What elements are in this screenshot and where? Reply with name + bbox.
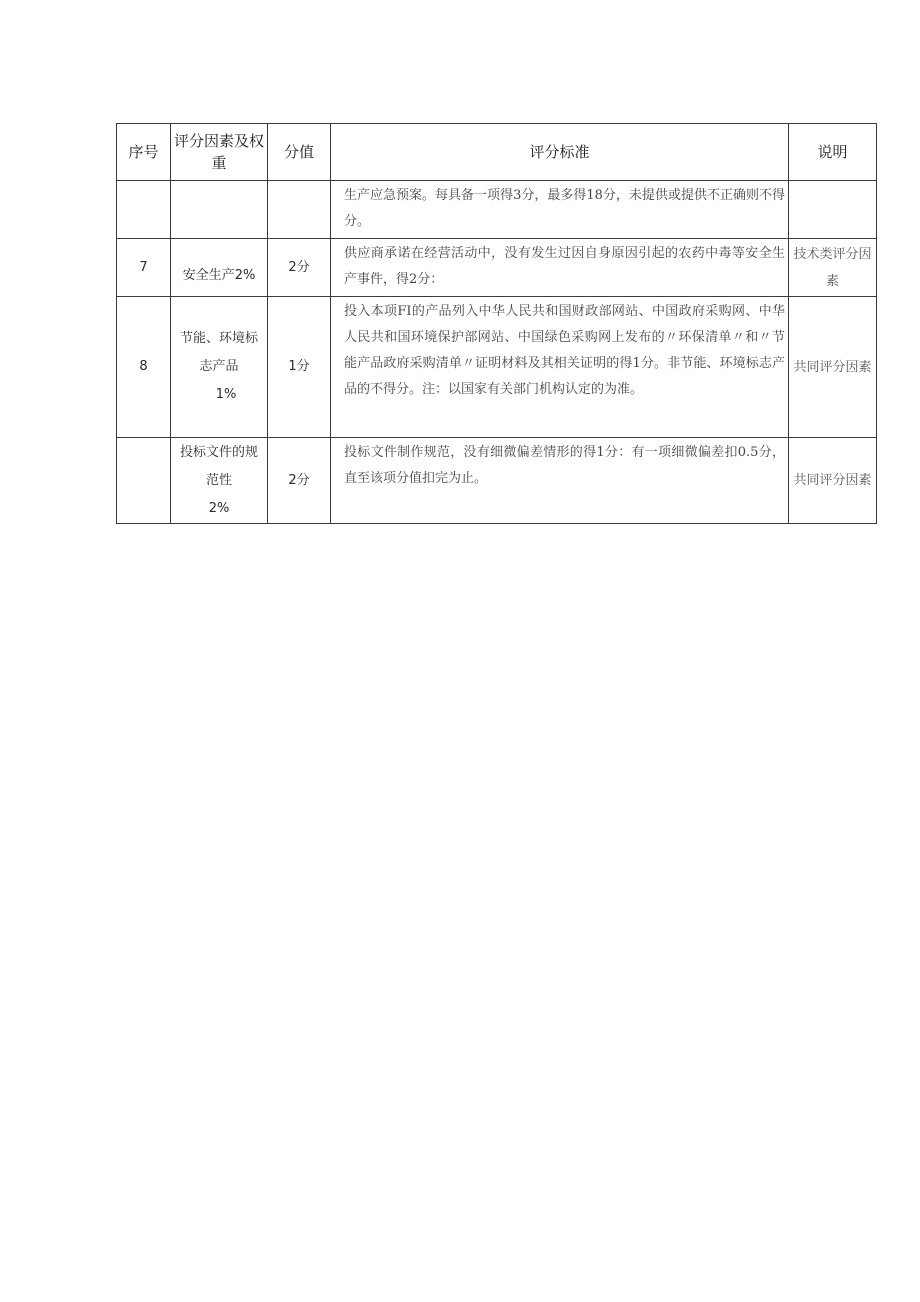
header-score: 分值 bbox=[268, 124, 331, 181]
row-description: 共同评分因素 bbox=[789, 438, 877, 524]
row-factor bbox=[171, 181, 268, 239]
row-criteria: 生产应急预案。每具备一项得3分，最多得18分，未提供或提供不正确则不得分。 bbox=[331, 181, 789, 239]
table-row bbox=[117, 438, 877, 524]
row-criteria: 投入本项FI的产品列入中华人民共和国财政部网站、中国政府采购网、中华人民共和国环境保护部网站、中国绿色采购网上发布的〃环保清单〃和〃节能产品政府采购清单〃证明材料及其相关证明的得1分。非节能、环境标志产品的不得分。注：以国家有关部门机构认定的为准。 bbox=[331, 297, 789, 438]
header-description: 说明 bbox=[789, 124, 877, 181]
row-factor-text: 安全生产2% bbox=[182, 267, 256, 283]
row-score: 2分 bbox=[268, 239, 331, 297]
row-factor-name: 投标文件的规范性 bbox=[179, 444, 258, 488]
row-factor bbox=[171, 297, 268, 438]
row-criteria: 供应商承诺在经营活动中，没有发生过因自身原因引起的农药中毒等安全生产事件，得2分： bbox=[331, 239, 789, 297]
row-description bbox=[789, 181, 877, 239]
row-factor-weight: 2% bbox=[208, 500, 230, 516]
header-number: 序号 bbox=[117, 124, 171, 181]
row-score: 1分 bbox=[268, 297, 331, 438]
row-score bbox=[268, 181, 331, 239]
scoring-table bbox=[116, 123, 877, 524]
row-criteria: 投标文件制作规范，没有细微偏差情形的得1分：有一项细微偏差扣0.5分，直至该项分值扣完为止。 bbox=[331, 438, 789, 524]
row-number: 7 bbox=[117, 239, 171, 297]
row-factor bbox=[171, 438, 268, 524]
table-row bbox=[117, 181, 877, 239]
row-description: 共同评分因素 bbox=[789, 297, 877, 438]
row-factor-name: 节能、环境标志产品 bbox=[179, 331, 258, 374]
table-row bbox=[117, 239, 877, 297]
header-criteria: 评分标准 bbox=[331, 124, 789, 181]
row-number: 8 bbox=[117, 297, 171, 438]
row-factor-weight: 1% bbox=[215, 387, 237, 402]
row-factor bbox=[171, 239, 268, 297]
row-number bbox=[117, 181, 171, 239]
row-score: 2分 bbox=[268, 438, 331, 524]
row-description: 技术类评分因素 bbox=[789, 239, 877, 297]
table-header-row bbox=[117, 124, 877, 181]
row-number bbox=[117, 438, 171, 524]
header-factor: 评分因素及权重 bbox=[171, 124, 268, 181]
table-row bbox=[117, 297, 877, 438]
